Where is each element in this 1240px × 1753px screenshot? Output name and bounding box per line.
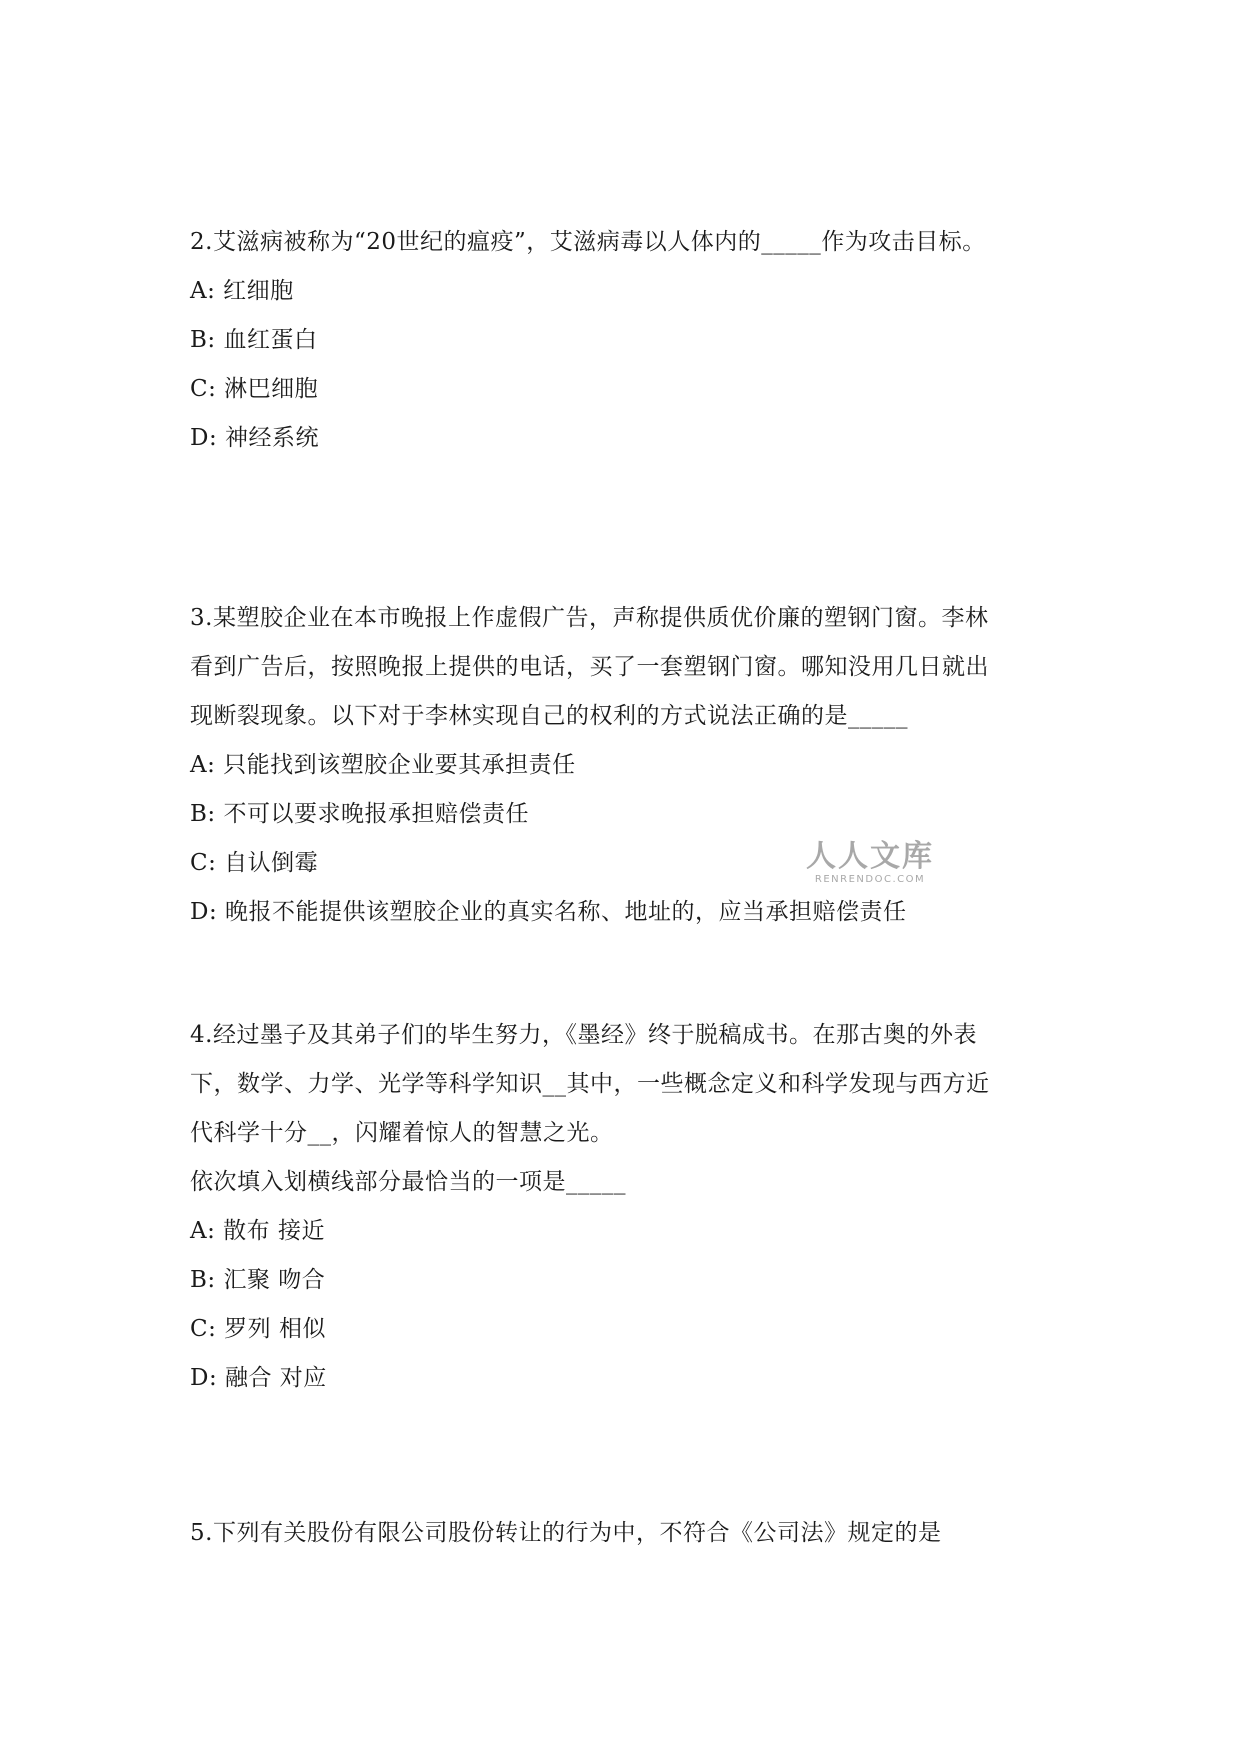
option-c: C: 自认倒霉 [190,850,319,876]
question-2 [190,218,1070,463]
option-b: B: 汇聚 吻合 [190,1267,326,1293]
question-4 [190,1011,1070,1403]
question-text: 下，数学、力学、光学等科学知识__其中，一些概念定义和科学发现与西方近 [190,1071,990,1097]
option-b: B: 不可以要求晚报承担赔偿责任 [190,801,529,827]
option-a: A: 散布 接近 [190,1218,325,1244]
question-text: 代科学十分__，闪耀着惊人的智慧之光。 [190,1120,614,1146]
option-d: D: 晚报不能提供该塑胶企业的真实名称、地址的，应当承担赔偿责任 [190,899,907,925]
option-c: C: 罗列 相似 [190,1316,326,1342]
option-a: A: 红细胞 [190,278,294,304]
question-text: 3.某塑胶企业在本市晚报上作虚假广告，声称提供质优价廉的塑钢门窗。李林 [190,605,989,631]
watermark-main-text: 人人文库 [806,839,934,874]
question-text: 看到广告后，按照晚报上提供的电话，买了一套塑钢门窗。哪知没用几日就出 [190,654,989,680]
watermark-sub-text: RENRENDOC.COM [814,874,926,885]
option-a: A: 只能找到该塑胶企业要其承担责任 [190,752,576,778]
watermark-logo [800,840,940,886]
question-5 [190,1509,1070,1558]
option-d: D: 融合 对应 [190,1365,327,1391]
question-text: 依次填入划横线部分最恰当的一项是_____ [190,1169,626,1195]
option-b: B: 血红蛋白 [190,327,318,353]
option-d: D: 神经系统 [190,425,320,451]
question-text: 5.下列有关股份有限公司股份转让的行为中，不符合《公司法》规定的是 [190,1520,942,1546]
option-c: C: 淋巴细胞 [190,376,319,402]
question-text: 现断裂现象。以下对于李林实现自己的权利的方式说法正确的是_____ [190,703,908,729]
question-text: 4.经过墨子及其弟子们的毕生努力，《墨经》终于脱稿成书。在那古奥的外表 [190,1022,977,1048]
question-text: 2.艾滋病被称为“20世纪的瘟疫”，艾滋病毒以人体内的_____作为攻击目标。 [190,229,986,255]
